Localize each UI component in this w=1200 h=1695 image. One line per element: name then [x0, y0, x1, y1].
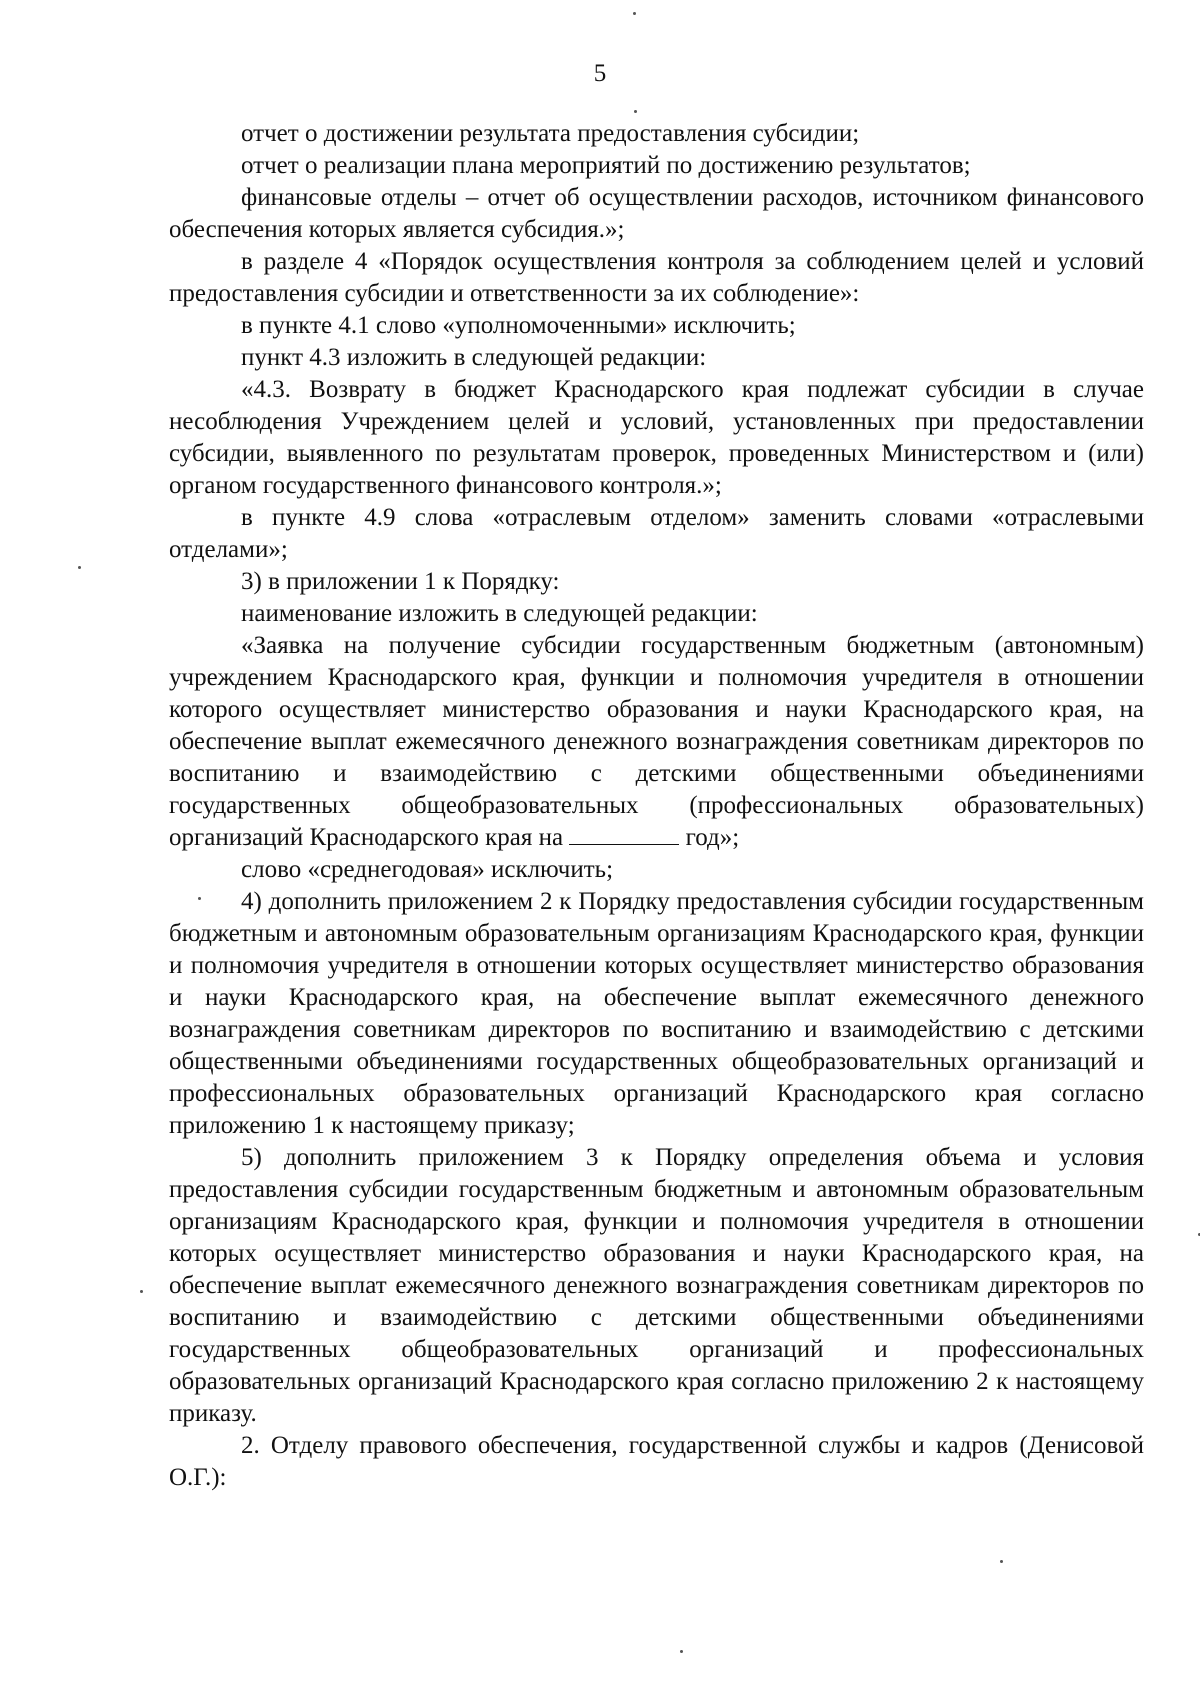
- page-number: 5: [593, 60, 607, 87]
- document-body: [169, 118, 1144, 1494]
- scan-speck: [78, 566, 81, 569]
- paragraph: 5) дополнить приложением 3 к Порядку определения объема и условия предоставления субсидии государственным бюджетным и автономным образовательным организациям Краснодарского края, функции и полномочия учредителя в отношении которых осуществляет министерство образования и науки Краснодарского края, на обеспечение выплат ежемесячного денежного вознаграждения советникам директоров по воспитанию и взаимодействию с детскими общественными объединениями государственных общеобразовательных организаций и профессиональных образовательных организаций Краснодарского края согласно приложению 2 к настоящему приказу.: [169, 1144, 1144, 1427]
- paragraph: в пункте 4.9 слова «отраслевым отделом» заменить словами «отраслевыми отделами»;: [169, 504, 1144, 563]
- paragraph: в пункте 4.1 слово «уполномоченными» исключить;: [241, 312, 796, 339]
- scan-speck: [140, 1290, 143, 1293]
- paragraph: 4) дополнить приложением 2 к Порядку предоставления субсидии государственным бюджетным и автономным образовательным организациям Краснодарского края, функции и полномочия учредителя в отношении которых осуществляет министерство образования и науки Краснодарского края, на обеспечение выплат ежемесячного денежного вознаграждения советникам директоров по воспитанию и взаимодействию с детскими общественными объединениями государственных общеобразовательных организаций и профессиональных образовательных организаций Краснодарского края согласно приложению 1 к настоящему приказу;: [169, 888, 1144, 1139]
- scan-speck: [198, 897, 201, 900]
- paragraph: в разделе 4 «Порядок осуществления контроля за соблюдением целей и условий предоставления субсидии и ответственности за их соблюдение»:: [169, 248, 1144, 307]
- paragraph: наименование изложить в следующей редакции:: [241, 600, 758, 627]
- paragraph: отчет о достижении результата предоставления субсидии;: [241, 120, 860, 147]
- paragraph: слово «среднегодовая» исключить;: [241, 856, 614, 883]
- scan-speck: [680, 1650, 683, 1653]
- paragraph: отчет о реализации плана мероприятий по достижению результатов;: [241, 152, 971, 179]
- paragraph: 3) в приложении 1 к Порядку:: [241, 568, 560, 595]
- paragraph: пункт 4.3 изложить в следующей редакции:: [241, 344, 707, 371]
- scan-speck: [1000, 1560, 1003, 1563]
- application-title-end: год»;: [685, 824, 740, 851]
- scan-speck: [633, 12, 636, 15]
- paragraph: 2. Отделу правового обеспечения, государственной службы и кадров (Денисовой О.Г.):: [169, 1432, 1144, 1491]
- year-blank-line: [569, 824, 679, 845]
- scan-speck: [634, 110, 637, 113]
- application-title-paragraph: [169, 630, 1144, 854]
- application-title-text: «Заявка на получение субсидии государственным бюджетным (автономным) учреждением Краснодарского края, функции и полномочия учредителя в отношении которого осуществляет министерство образования и науки Краснодарского края, на обеспечение выплат ежемесячного денежного вознаграждения советникам директоров по воспитанию и взаимодействию с детскими общественными объединениями государственных общеобразовательных (профессиональных образовательных) организаций Краснодарского края на: [169, 632, 1144, 851]
- paragraph: финансовые отделы – отчет об осуществлении расходов, источником финансового обеспечения которых является субсидия.»;: [169, 184, 1144, 243]
- paragraph: «4.3. Возврату в бюджет Краснодарского края подлежат субсидии в случае несоблюдения Учреждением целей и условий, установленных при предоставлении субсидии, выявленного по результатам проверок, проведенных Министерством и (или) органом государственного финансового контроля.»;: [169, 376, 1144, 499]
